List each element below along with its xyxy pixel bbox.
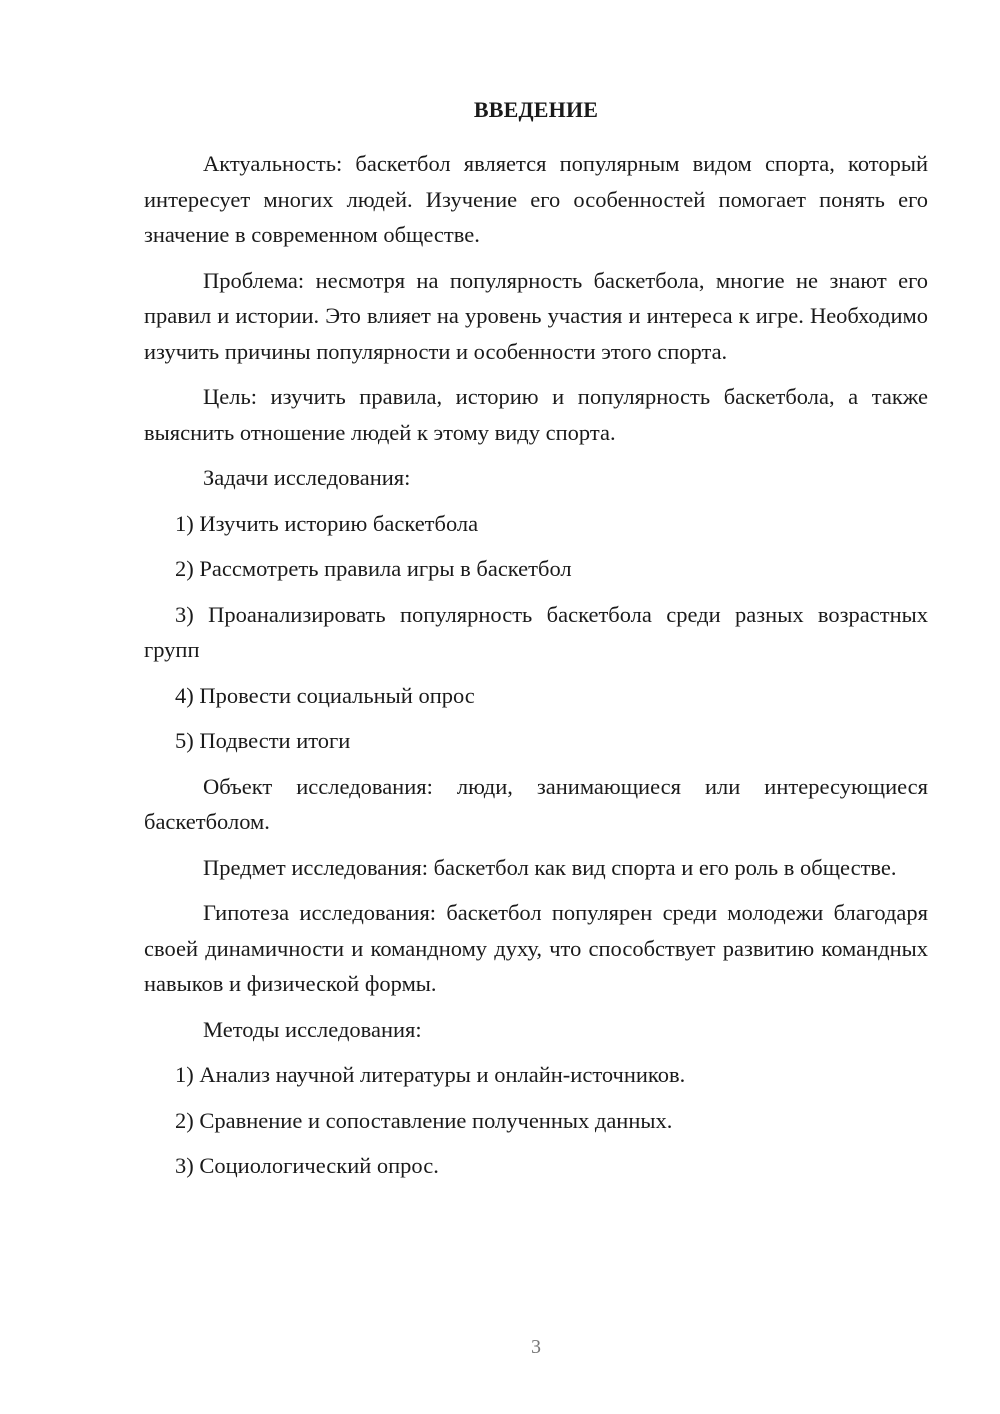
method-item-2: 2) Сравнение и сопоставление полученных данных. — [175, 1107, 673, 1133]
task-item-1: 1) Изучить историю баскетбола — [175, 510, 479, 536]
goal-paragraph: Цель: изучить правила, историю и популярность баскетбола, а также выяснить отношение людей к этому виду спорта. — [144, 384, 928, 445]
tasks-list — [144, 506, 928, 759]
relevance-paragraph: Актуальность: баскетбол является популярным видом спорта, который интересует многих людей. Изучение его особенностей помогает понять его значение в современном обществе. — [144, 151, 928, 247]
tasks-heading: Задачи исследования: — [203, 465, 411, 490]
task-item-5: 5) Подвести итоги — [175, 728, 351, 753]
problem-paragraph: Проблема: несмотря на популярность баскетбола, многие не знают его правил и истории. Это влияет на уровень участия и интереса к игре. Необходимо изучить причины популярности и особенности этого спорта. — [144, 267, 928, 364]
task-item-4: 4) Провести социальный опрос — [175, 682, 475, 708]
object-paragraph: Объект исследования: люди, занимающиеся или интересующиеся баскетболом. — [144, 773, 928, 834]
task-item-3: 3) Проанализировать популярность баскетбола среди разных возрастных групп — [144, 601, 928, 662]
subject-paragraph: Предмет исследования: баскетбол как вид спорта и его роль в обществе. — [203, 854, 897, 880]
task-item-2: 2) Рассмотреть правила игры в баскетбол — [175, 556, 572, 581]
methods-list — [144, 1057, 928, 1184]
page-number: 3 — [531, 1336, 541, 1358]
section-title: ВВЕДЕНИЕ — [473, 97, 599, 122]
method-item-3: 3) Социологический опрос. — [175, 1153, 439, 1178]
hypothesis-paragraph: Гипотеза исследования: баскетбол популярен среди молодежи благодаря своей динамичности и командному духу, что способствует развитию командных навыков и физической формы. — [144, 900, 928, 996]
page-content — [144, 96, 928, 1194]
method-item-1: 1) Анализ научной литературы и онлайн-источников. — [175, 1062, 686, 1087]
methods-heading: Методы исследования: — [203, 1016, 422, 1042]
